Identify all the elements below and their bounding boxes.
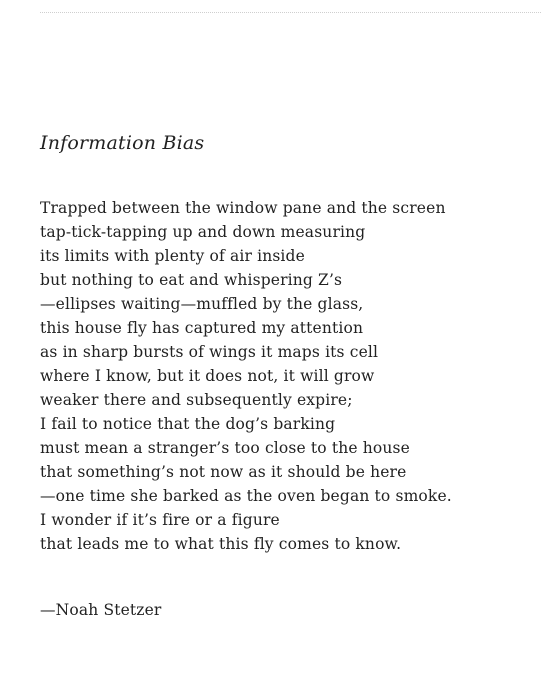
poem-line: where I know, but it does not, it will grow <box>40 367 375 385</box>
poem-line: I fail to notice that the dog’s barking <box>40 415 336 433</box>
top-divider <box>40 12 541 13</box>
poem-line: tap-tick-tapping up and down measuring <box>40 223 366 241</box>
poem-line: this house fly has captured my attention <box>40 319 364 337</box>
poem-line: that something’s not now as it should be here <box>40 463 407 481</box>
poem-attribution: —Noah Stetzer <box>40 601 162 619</box>
poem-line: I wonder if it’s fire or a figure <box>40 511 280 529</box>
poem-title: Information Bias <box>40 132 205 154</box>
poem-line: that leads me to what this fly comes to know. <box>40 535 402 553</box>
poem-line: must mean a stranger’s too close to the house <box>40 439 410 457</box>
poem-line: but nothing to eat and whispering Z’s <box>40 271 343 289</box>
poem-line: weaker there and subsequently expire; <box>40 391 353 409</box>
poem-line: —one time she barked as the oven began to smoke. <box>40 487 452 505</box>
poem-line: Trapped between the window pane and the screen <box>40 199 446 217</box>
poem-body <box>40 196 452 556</box>
poem-line: as in sharp bursts of wings it maps its cell <box>40 343 379 361</box>
poem-line: —ellipses waiting—muffled by the glass, <box>40 295 364 313</box>
poem-line: its limits with plenty of air inside <box>40 247 305 265</box>
